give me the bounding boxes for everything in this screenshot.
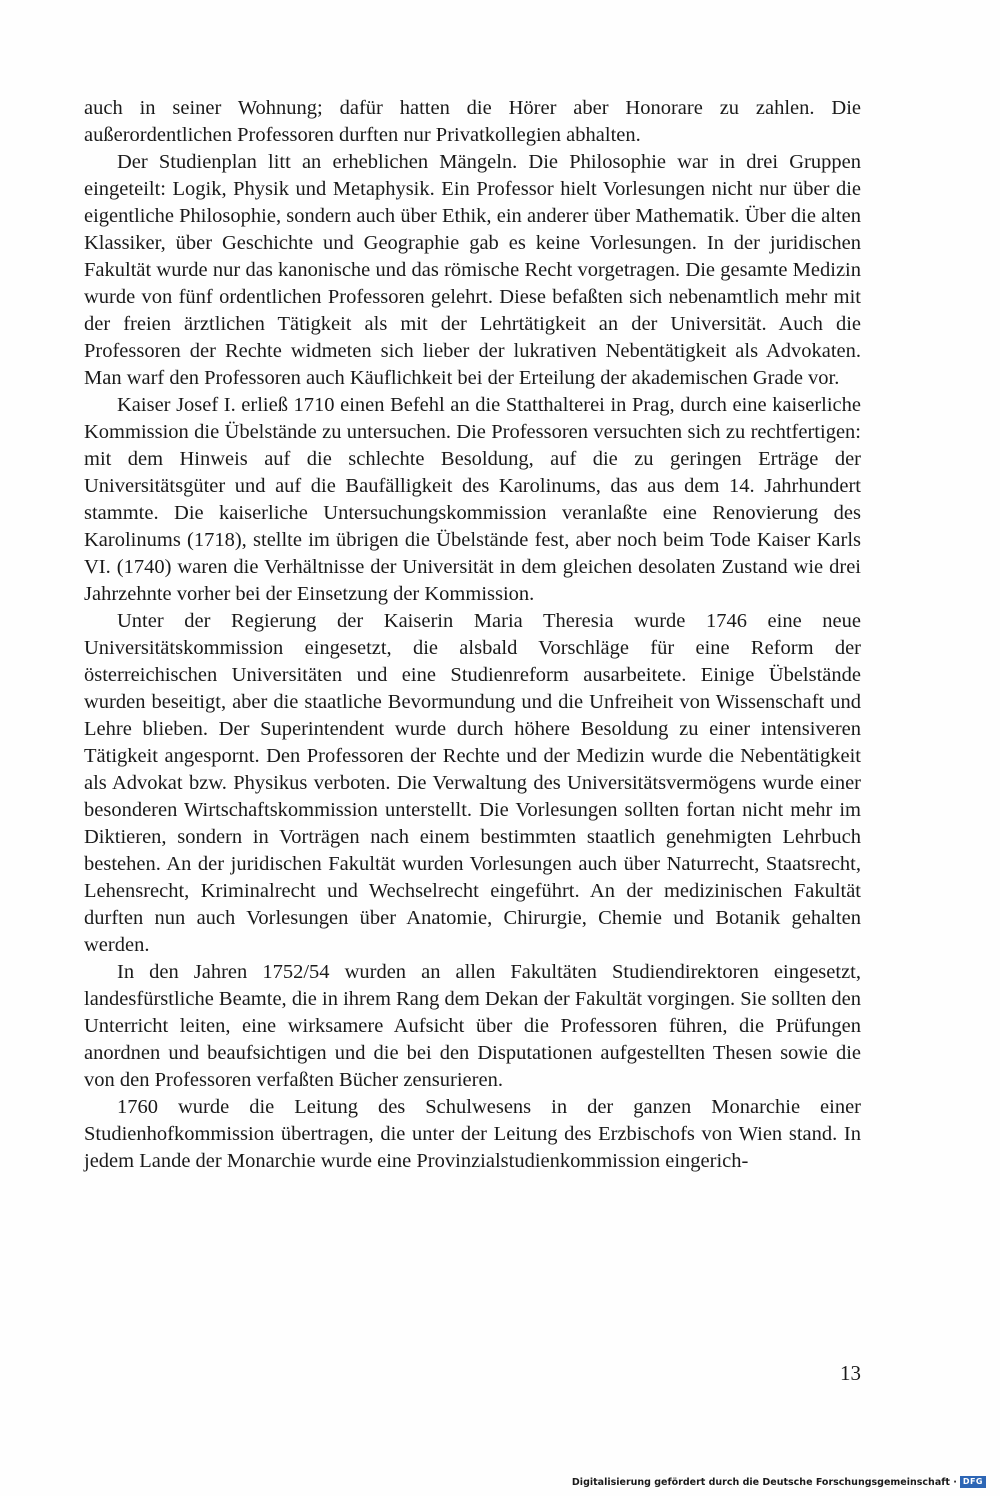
paragraph-5: In den Jahren 1752/54 wurden an allen Fakultäten Studiendirektoren eingesetzt, landesfürstliche Beamte, die in ihrem Rang dem Dekan der Fakultät vorgingen. Sie sollten den Unterricht leiten, eine wirksamere Aufsicht über die Professoren führen, die Prüfungen anordnen und beaufsichtigen und die bei den Disputationen aufgestellten Thesen sowie die von den Professoren verfaßten Bücher zensurieren. <box>84 961 861 1091</box>
credit-text: Digitalisierung gefördert durch die Deutsche Forschungsgemeinschaft · <box>571 1476 957 1488</box>
body-text <box>84 95 861 1175</box>
paragraph-1: auch in seiner Wohnung; dafür hatten die Hörer aber Honorare zu zahlen. Die außerordentlichen Professoren durften nur Privatkollegien abhalten. <box>84 97 861 146</box>
digitization-credit <box>572 1476 986 1488</box>
dfg-logo-icon: DFG <box>960 1476 986 1488</box>
paragraph-2: Der Studienplan litt an erheblichen Mängeln. Die Philosophie war in drei Gruppen eingeteilt: Logik, Physik und Metaphysik. Ein Professor hielt Vorlesungen nicht nur über die eigentliche Philosophie, sondern auch über Ethik, ein anderer über Mathematik. Über die alten Klassiker, über Geschichte und Geographie gab es keine Vorlesungen. In der juridischen Fakultät wurde nur das kanonische und das römische Recht vorgetragen. Die gesamte Medizin wurde von fünf ordentlichen Professoren gelehrt. Diese befaßten sich nebenamtlich mehr mit der freien ärztlichen Tätigkeit als mit der Lehrtätigkeit an der Universität. Auch die Professoren der Rechte widmeten sich lieber der lukrativen Nebentätigkeit als Advokaten. Man warf den Professoren auch Käuflichkeit bei der Erteilung der akademischen Grade vor. <box>84 151 861 389</box>
page-number: 13 <box>840 1361 861 1385</box>
paragraph-6: 1760 wurde die Leitung des Schulwesens in der ganzen Monarchie einer Studienhofkommission übertragen, die unter der Leitung des Erzbischofs von Wien stand. In jedem Lande der Monarchie wurde eine Provinzialstudienkommission eingerich- <box>84 1096 861 1172</box>
paragraph-4: Unter der Regierung der Kaiserin Maria Theresia wurde 1746 eine neue Universitätskommission eingesetzt, die alsbald Vorschläge für eine Reform der österreichischen Universitäten und eine Studienreform ausarbeitete. Einige Übelstände wurden beseitigt, aber die staatliche Bevormundung und die Unfreiheit von Wissenschaft und Lehre blieben. Der Superintendent wurde durch höhere Besoldung zu einer intensiveren Tätigkeit angespornt. Den Professoren der Rechte und der Medizin wurde die Nebentätigkeit als Advokat bzw. Physikus verboten. Die Verwaltung des Universitätsvermögens wurde einer besonderen Wirtschaftskommission unterstellt. Die Vorlesungen sollten fortan nicht mehr im Diktieren, sondern in Vorträgen nach einem bestimmten staatlich genehmigten Lehrbuch bestehen. An der juridischen Fakultät wurden Vorlesungen auch über Naturrecht, Staatsrecht, Lehensrecht, Kriminalrecht und Wechselrecht eingeführt. An der medizinischen Fakultät durften nun auch Vorlesungen über Anatomie, Chirurgie, Chemie und Botanik gehalten werden. <box>84 610 861 956</box>
paragraph-3: Kaiser Josef I. erließ 1710 einen Befehl an die Statthalterei in Prag, durch eine kaiserliche Kommission die Übelstände zu untersuchen. Die Professoren versuchten sich zu rechtfertigen: mit dem Hinweis auf die schlechte Besoldung, auf die zu geringen Erträge der Universitätsgüter und auf die Baufälligkeit des Karolinums, das aus dem 14. Jahrhundert stammte. Die kaiserliche Untersuchungskommission veranlaßte eine Renovierung des Karolinums (1718), stellte im übrigen die Übelstände fest, aber noch beim Tode Kaiser Karls VI. (1740) waren die Verhältnisse der Universität in dem gleichen desolaten Zustand wie drei Jahrzehnte vorher bei der Einsetzung der Kommission. <box>84 394 861 605</box>
